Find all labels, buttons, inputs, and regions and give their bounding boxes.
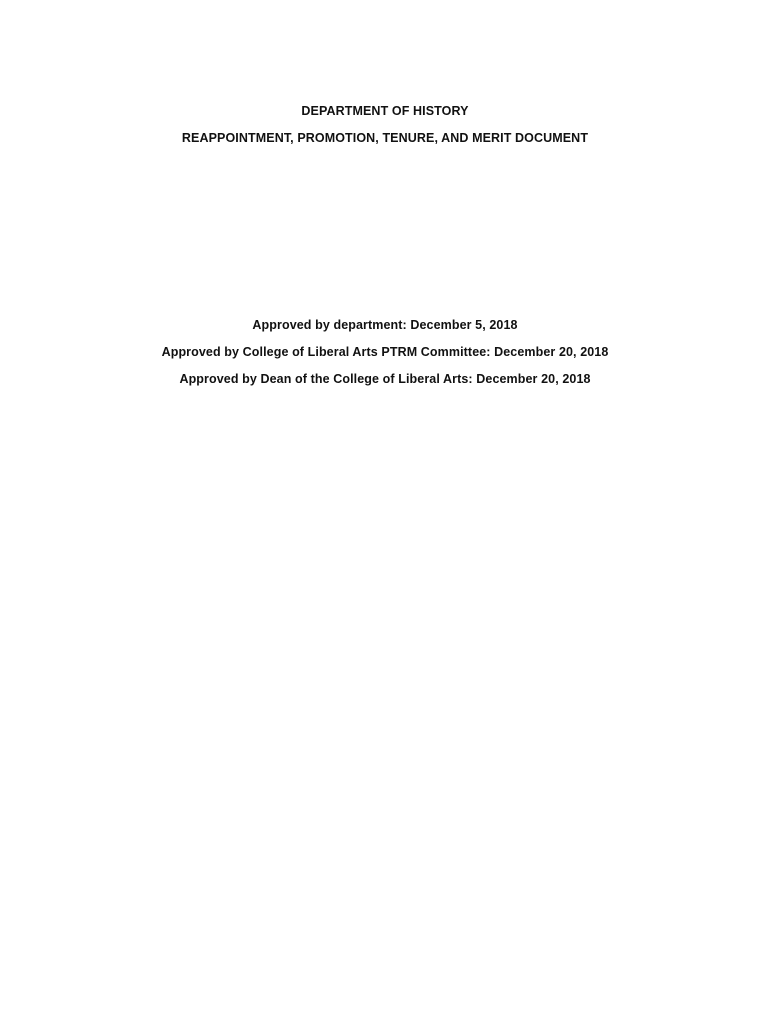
document-heading: DEPARTMENT OF HISTORY [301,104,469,118]
approval-department: Approved by department: December 5, 2018 [252,318,518,332]
approval-committee: Approved by College of Liberal Arts PTRM Committee: December 20, 2018 [161,345,609,359]
approval-dean: Approved by Dean of the College of Liberal Arts: December 20, 2018 [179,372,591,386]
document-subheading: REAPPOINTMENT, PROMOTION, TENURE, AND MERIT DOCUMENT [181,131,589,145]
